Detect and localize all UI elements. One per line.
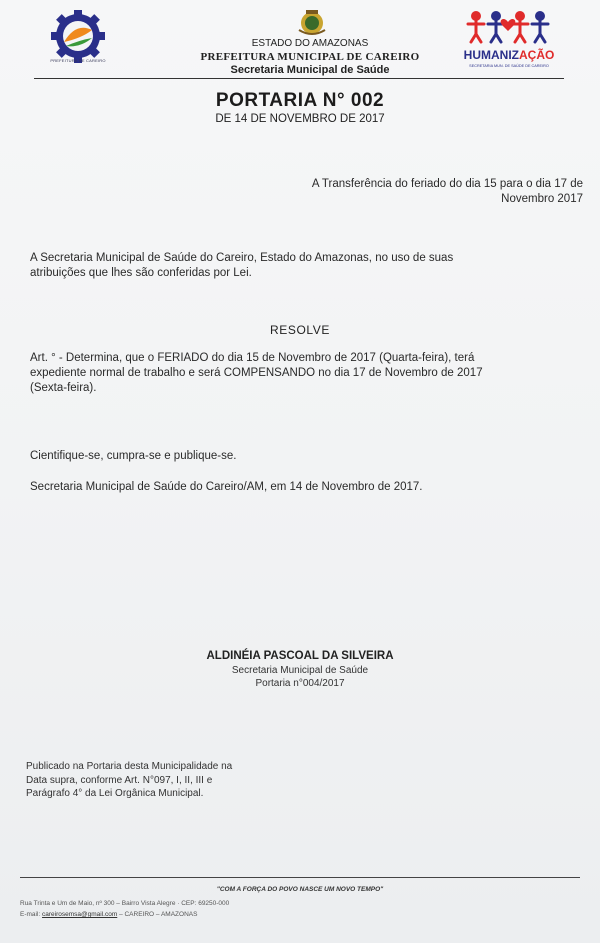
document-date: DE 14 DE NOVEMBRO DE 2017 (215, 113, 385, 125)
state-crest-icon (296, 8, 328, 36)
article-line: (Sexta-feira). (30, 382, 97, 394)
humaniz-text: HUMANIZ (463, 48, 519, 62)
publication-line: Data supra, conforme Art. N°097, I, II, III e (26, 774, 213, 786)
ementa (280, 177, 583, 207)
resolve-heading: RESOLVE (270, 323, 330, 337)
signatory-portaria: Portaria n°004/2017 (255, 678, 345, 689)
email-suffix: – CAREIRO – AMAZONAS (117, 911, 198, 918)
left-logo-caption: PREFEITURA DE CAREIRO (50, 58, 106, 63)
right-logo-caption: SECRETARIA MUN. DE SAÚDE DE CAREIRO (469, 64, 549, 68)
place-date-line: Secretaria Municipal de Saúde do Careiro/AM, em 14 de Novembro de 2017. (30, 481, 423, 493)
article-line: Art. ° - Determina, que o FERIADO do dia 15 de Novembro de 2017 (Quarta-feira), terá (30, 352, 475, 364)
signatory-role: Secretaria Municipal de Saúde (231, 665, 369, 676)
humanizacao-logo-text (462, 48, 556, 62)
acao-text: AÇÃO (518, 48, 555, 62)
email-link[interactable]: careirosemsa@gmail.com (42, 911, 118, 918)
article-line: expediente normal de trabalho e será COMPENSANDO no dia 17 de Novembro de 2017 (30, 367, 483, 379)
intro-paragraph (30, 251, 570, 281)
ementa-line: Novembro 2017 (501, 193, 583, 205)
publish-clause: Cientifique-se, cumpra-se e publique-se. (30, 450, 237, 462)
ementa-line: A Transferência do feriado do dia 15 para o dia 17 de (311, 178, 583, 190)
publication-note (26, 760, 286, 801)
header-divider (34, 78, 564, 79)
footer-divider (20, 877, 580, 878)
signatory-name: ALDINÉIA PASCOAL DA SILVEIRA (206, 650, 394, 662)
publication-line: Publicado na Portaria desta Municipalidade na (26, 761, 233, 772)
article-paragraph (30, 351, 590, 396)
intro-line: A Secretaria Municipal de Saúde do Careiro, Estado do Amazonas, no uso de suas (30, 252, 454, 264)
document-title: PORTARIA N° 002 (215, 90, 385, 111)
email-prefix: E-mail: (20, 911, 43, 918)
people-hands-icon (466, 10, 550, 48)
secretariat-name: Secretaria Municipal de Saúde (230, 64, 390, 76)
intro-line: atribuições que lhes são conferidas por Lei. (30, 267, 252, 279)
footer-address: Rua Trinta e Um de Maio, nº 300 – Bairro Vista Alegre · CEP: 69250-000 (20, 900, 230, 907)
publication-line: Parágrafo 4° da Lei Orgânica Municipal. (26, 788, 204, 799)
footer-slogan: "COM A FORÇA DO POVO NASCE UM NOVO TEMPO" (216, 886, 384, 893)
municipality-name: PREFEITURA MUNICIPAL DE CAREIRO (200, 51, 420, 63)
state-name: ESTADO DO AMAZONAS (251, 38, 369, 49)
footer-email-line (20, 911, 420, 918)
